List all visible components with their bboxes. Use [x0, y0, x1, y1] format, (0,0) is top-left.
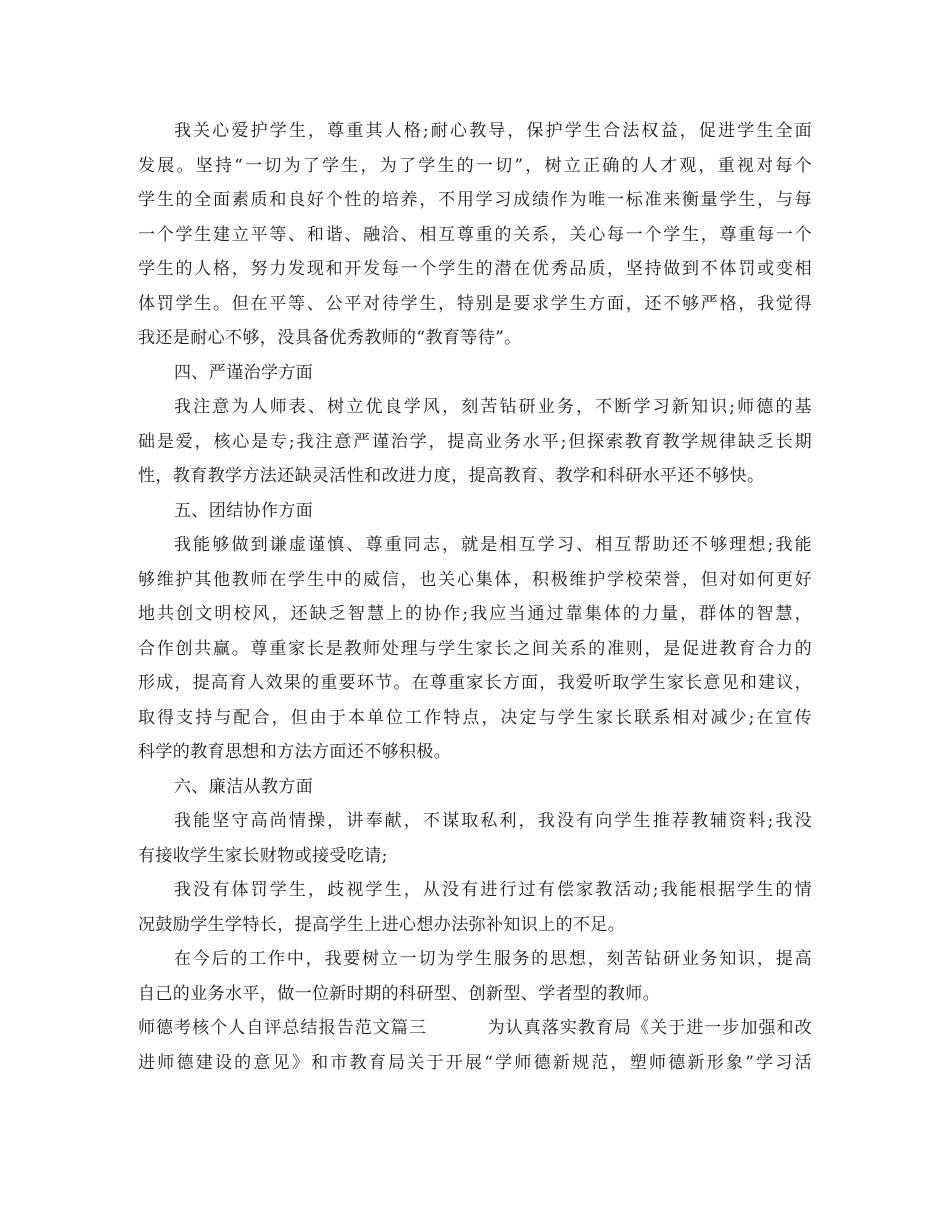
heading-text: 四、严谨治学方面 — [174, 362, 314, 383]
paragraph-line: 础是爱，核心是专;我注意严谨治学，提高业务水平;但探索教育教学规律缺乏长期 — [138, 431, 812, 452]
paragraph — [138, 873, 812, 942]
section-intro-second: 进师德建设的意见》和市教育局关于开展“学师德新规范，塑师德新形象”学习活 — [138, 1052, 812, 1073]
paragraph-line: 我没有体罚学生，歧视学生，从没有进行过有偿家教活动;我能根据学生的情 — [174, 880, 812, 900]
section-title-line — [138, 1011, 812, 1080]
paragraph-line: 我注意为人师表、树立优良学风，刻苦钻研业务，不断学习新知识;师德的基 — [174, 397, 812, 417]
paragraph-list — [138, 114, 812, 1011]
paragraph-line: 我能够做到谦虚谨慎、尊重同志，就是相互学习、相互帮助还不够理想;我能 — [174, 535, 812, 555]
paragraph-line: 有接收学生家长财物或接受吃请; — [138, 845, 388, 866]
paragraph-line: 自己的业务水平，做一位新时期的科研型、创新型、学者型的教师。 — [138, 983, 660, 1004]
section-heading — [138, 770, 812, 805]
paragraph — [138, 804, 812, 873]
heading-text: 六、廉洁从教方面 — [174, 776, 314, 797]
paragraph-line: 我能坚守高尚情操，讲奉献，不谋取私利，我没有向学生推荐教辅资料;我没 — [174, 811, 812, 831]
paragraph-line: 发展。坚持“一切为了学生，为了学生的一切”，树立正确的人才观，重视对每个 — [138, 155, 812, 176]
section-title: 师德考核个人自评总结报告范文篇三 — [138, 1018, 427, 1038]
paragraph-line: 够维护其他教师在学生中的威信，也关心集体，积极维护学校荣誉，但对如何更好 — [138, 569, 812, 590]
section-heading — [138, 356, 812, 391]
section-heading — [138, 494, 812, 529]
document-body — [138, 114, 812, 1080]
heading-text: 五、团结协作方面 — [174, 500, 314, 521]
paragraph-line: 况鼓励学生学特长，提高学生上进心想办法弥补知识上的不足。 — [138, 914, 626, 935]
paragraph-line: 我关心爱护学生，尊重其人格;耐心教导，保护学生合法权益，促进学生全面 — [174, 121, 812, 141]
paragraph-line: 在今后的工作中，我要树立一切为学生服务的思想，刻苦钻研业务知识，提高 — [174, 949, 812, 969]
paragraph-line: 一个学生建立平等、和谐、融洽、相互尊重的关系，关心每一个学生，尊重每一个 — [138, 224, 812, 245]
paragraph-line: 地共创文明校风，还缺乏智慧上的协作;我应当通过靠集体的力量，群体的智慧， — [138, 604, 812, 624]
paragraph — [138, 942, 812, 1011]
paragraph-line: 取得支持与配合，但由于本单位工作特点，决定与学生家长联系相对减少;在宣传 — [138, 707, 812, 728]
paragraph — [138, 114, 812, 356]
paragraph-line: 合作创共赢。尊重家长是教师处理与学生家长之间关系的准则，是促进教育合力的 — [138, 638, 812, 659]
paragraph-line: 我还是耐心不够，没具备优秀教师的“教育等待”。 — [138, 328, 522, 348]
section-intro-first: 为认真落实教育局《关于进一步加强和改 — [486, 1018, 812, 1038]
paragraph — [138, 390, 812, 494]
paragraph-line: 性，教育教学方法还缺灵活性和改进力度，提高教育、教学和科研水平还不够快。 — [138, 466, 765, 486]
paragraph-line: 学生的全面素质和良好个性的培养，不用学习成绩作为唯一标准来衡量学生，与每 — [138, 190, 812, 210]
paragraph-line: 学生的人格，努力发现和开发每一个学生的潜在优秀品质，坚持做到不体罚或变相 — [138, 259, 812, 279]
paragraph-line: 科学的教育思想和方法方面还不够积极。 — [138, 742, 452, 762]
paragraph-line: 形成，提高育人效果的重要环节。在尊重家长方面，我爱听取学生家长意见和建议， — [138, 673, 812, 693]
paragraph-line: 体罚学生。但在平等、公平对待学生，特别是要求学生方面，还不够严格，我觉得 — [138, 293, 812, 314]
paragraph — [138, 528, 812, 770]
